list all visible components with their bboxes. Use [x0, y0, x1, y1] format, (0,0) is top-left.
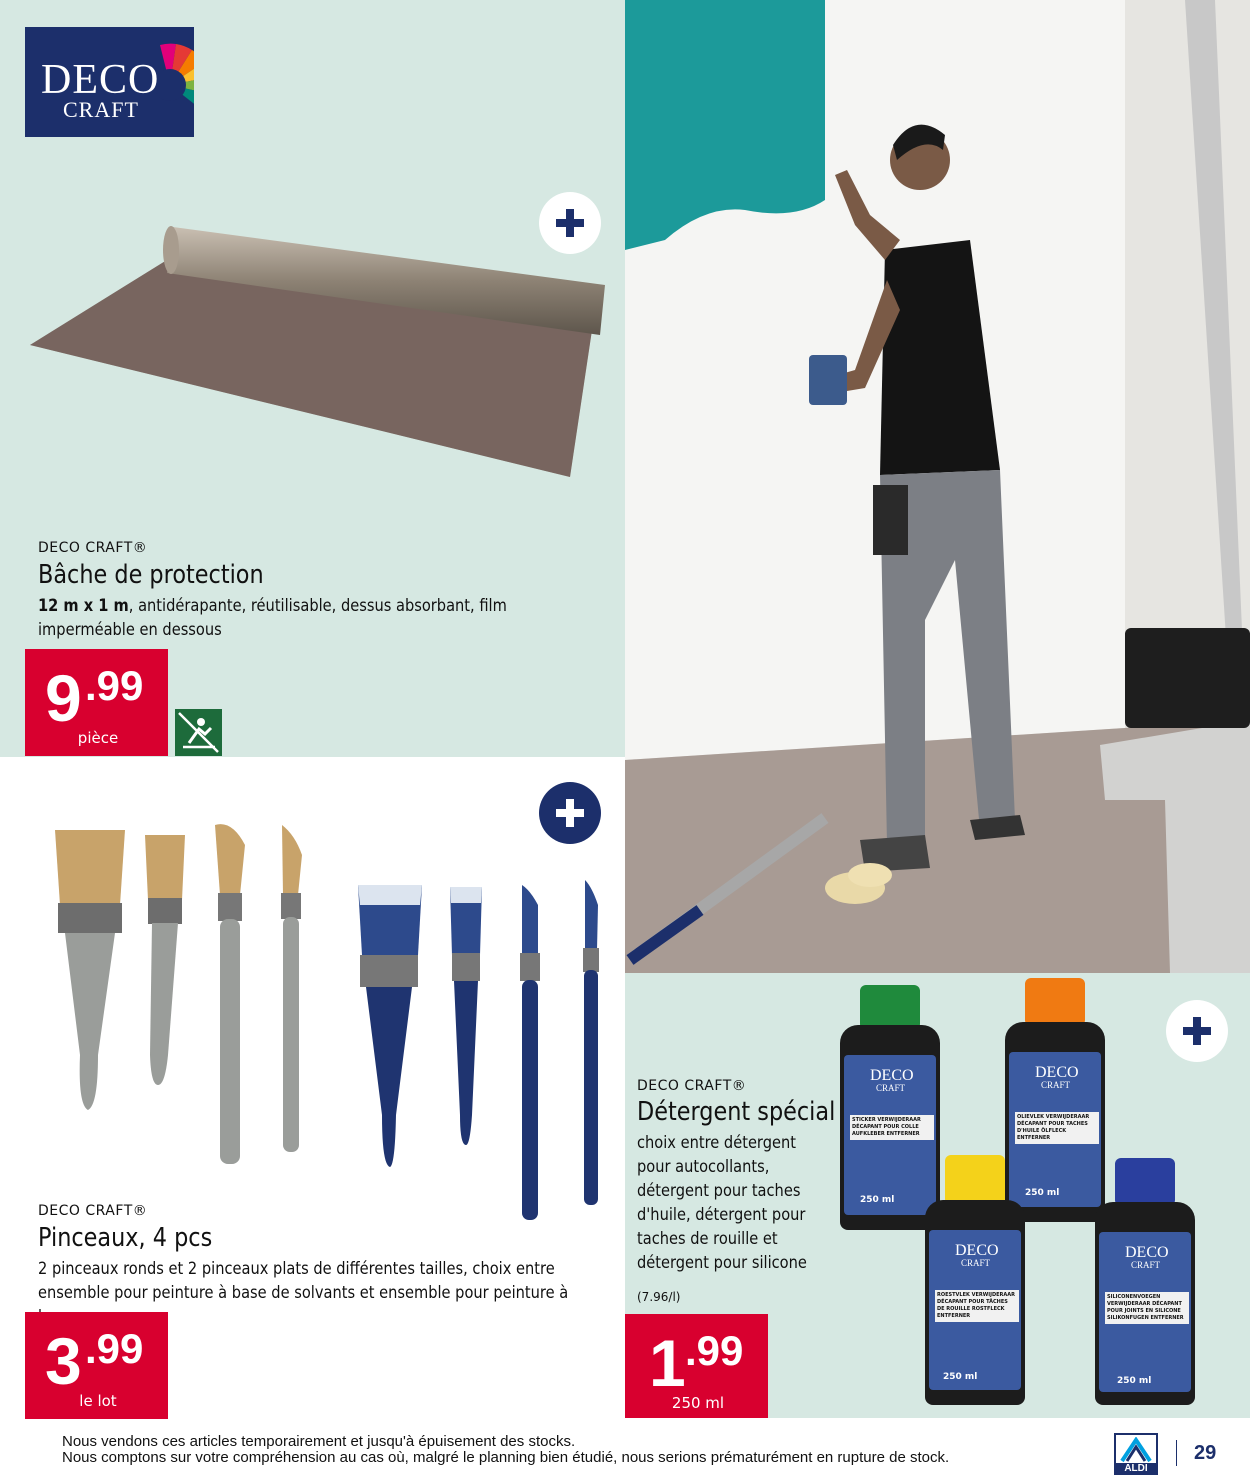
bottle-label: OLIEVLEK VERWIJDERAAR DÉCAPANT POUR TACHES D'HUILE ÖLFLECK ENTFERNER	[1015, 1112, 1099, 1144]
footer-disclaimer-1: Nous vendons ces articles temporairement et jusqu'à épuisement des stocks.	[62, 1433, 576, 1450]
tarp-description	[38, 594, 563, 642]
aldi-logo-text: ALDI	[1116, 1463, 1156, 1475]
logo-line2: CRAFT	[63, 97, 139, 122]
brushes-description: 2 pinceaux ronds et 2 pinceaux plats de différentes tailles, choix entre ensemble pour peinture à base de solvants et ensemble pour peinture à	[38, 1259, 569, 1303]
tarp-roll-image	[25, 215, 610, 485]
footer-disclaimer-2: Nous comptons sur votre compréhension au cas où, malgré le planning bien étudié, nous serions prématurément en rupture de stock.	[62, 1449, 950, 1466]
page-divider	[1176, 1440, 1177, 1466]
bottle-label: ROESTVLEK VERWIJDERAAR DÉCAPANT POUR TÂCHES DE ROUILLE ROSTFLECK ENTFERNER	[935, 1290, 1019, 1322]
anti-slip-icon	[175, 709, 222, 756]
tarp-title: Bâche de protection	[38, 560, 264, 590]
detergent-title: Détergent spécial	[637, 1097, 836, 1127]
tarp-price-dec: .99	[85, 662, 144, 709]
detergent-bottle-rust	[925, 1155, 1025, 1405]
detergent-price-dec: .99	[685, 1327, 744, 1374]
painter-photo	[625, 0, 1250, 973]
bottle-cap	[1025, 978, 1085, 1026]
plus-icon	[1181, 1015, 1213, 1047]
bottle-volume: 250 ml	[860, 1195, 895, 1205]
tarp-price-int: 9	[45, 661, 82, 735]
brushes-title: Pinceaux, 4 pcs	[38, 1223, 213, 1253]
bottle-volume: 250 ml	[1117, 1376, 1152, 1386]
bottle-cap	[1115, 1158, 1175, 1206]
bottle-logo: DECO	[955, 1242, 999, 1259]
detergent-price-int: 1	[649, 1326, 686, 1400]
brushes-brand: DECO CRAFT®	[38, 1203, 148, 1219]
bottle-cap	[860, 985, 920, 1030]
bottle-volume: 250 ml	[1025, 1188, 1060, 1198]
add-detergent-button[interactable]	[1166, 1000, 1228, 1062]
bottle-logo-sub: CRAFT	[1041, 1080, 1071, 1090]
logo-line1: DECO	[41, 57, 160, 103]
brushes-price-unit: le lot	[79, 1392, 117, 1410]
detergent-brand: DECO CRAFT®	[637, 1078, 747, 1094]
detergent-price-tag	[625, 1314, 768, 1418]
detergent-description: choix entre détergent pour autocollants, détergent pour taches d'huile, détergent pour taches de rouille et détergent pour silicone	[637, 1133, 807, 1273]
bottle-logo: DECO	[1125, 1244, 1169, 1261]
bottle-logo: DECO	[870, 1067, 914, 1084]
aldi-logo	[1114, 1433, 1158, 1475]
tarp-features: , antidérapante, réutilisable, dessus absorbant, film imperméable en dessous	[38, 596, 507, 640]
tarp-price-tag	[25, 649, 168, 756]
bottle-logo-sub: CRAFT	[876, 1083, 906, 1093]
bottle-logo-sub: CRAFT	[961, 1258, 991, 1268]
bottle-logo: DECO	[1035, 1064, 1079, 1081]
bottle-label: SILICONENVOEGEN VERWIJDERAAR DÉCAPANT POUR JOINTS EN SILICONE SILIKONFUGEN ENTFERNER	[1105, 1292, 1189, 1324]
bottle-label: STICKER VERWIJDERAAR DÉCAPANT POUR COLLE AUFKLEBER ENTFERNER	[850, 1115, 934, 1140]
bottle-cap	[945, 1155, 1005, 1205]
tarp-brand: DECO CRAFT®	[38, 540, 148, 556]
detergent-bottle-silicone	[1095, 1158, 1195, 1408]
detergent-price-unit: 250 ml	[671, 1394, 725, 1412]
brushes-price-int: 3	[45, 1324, 82, 1398]
brushes-price-tag	[25, 1312, 168, 1419]
page-number: 29	[1194, 1442, 1217, 1464]
bottle-volume: 250 ml	[943, 1372, 978, 1382]
brushes-price-dec: .99	[85, 1325, 144, 1372]
aldi-a-icon	[1116, 1437, 1156, 1463]
detergent-unit-price: (7.96/l)	[637, 1290, 681, 1304]
tarp-size: 12 m x 1 m	[38, 596, 129, 616]
tarp-price-unit: pièce	[77, 729, 119, 747]
deco-craft-logo	[25, 27, 194, 137]
bottle-logo-sub: CRAFT	[1131, 1260, 1161, 1270]
brushes-image	[40, 815, 630, 1230]
